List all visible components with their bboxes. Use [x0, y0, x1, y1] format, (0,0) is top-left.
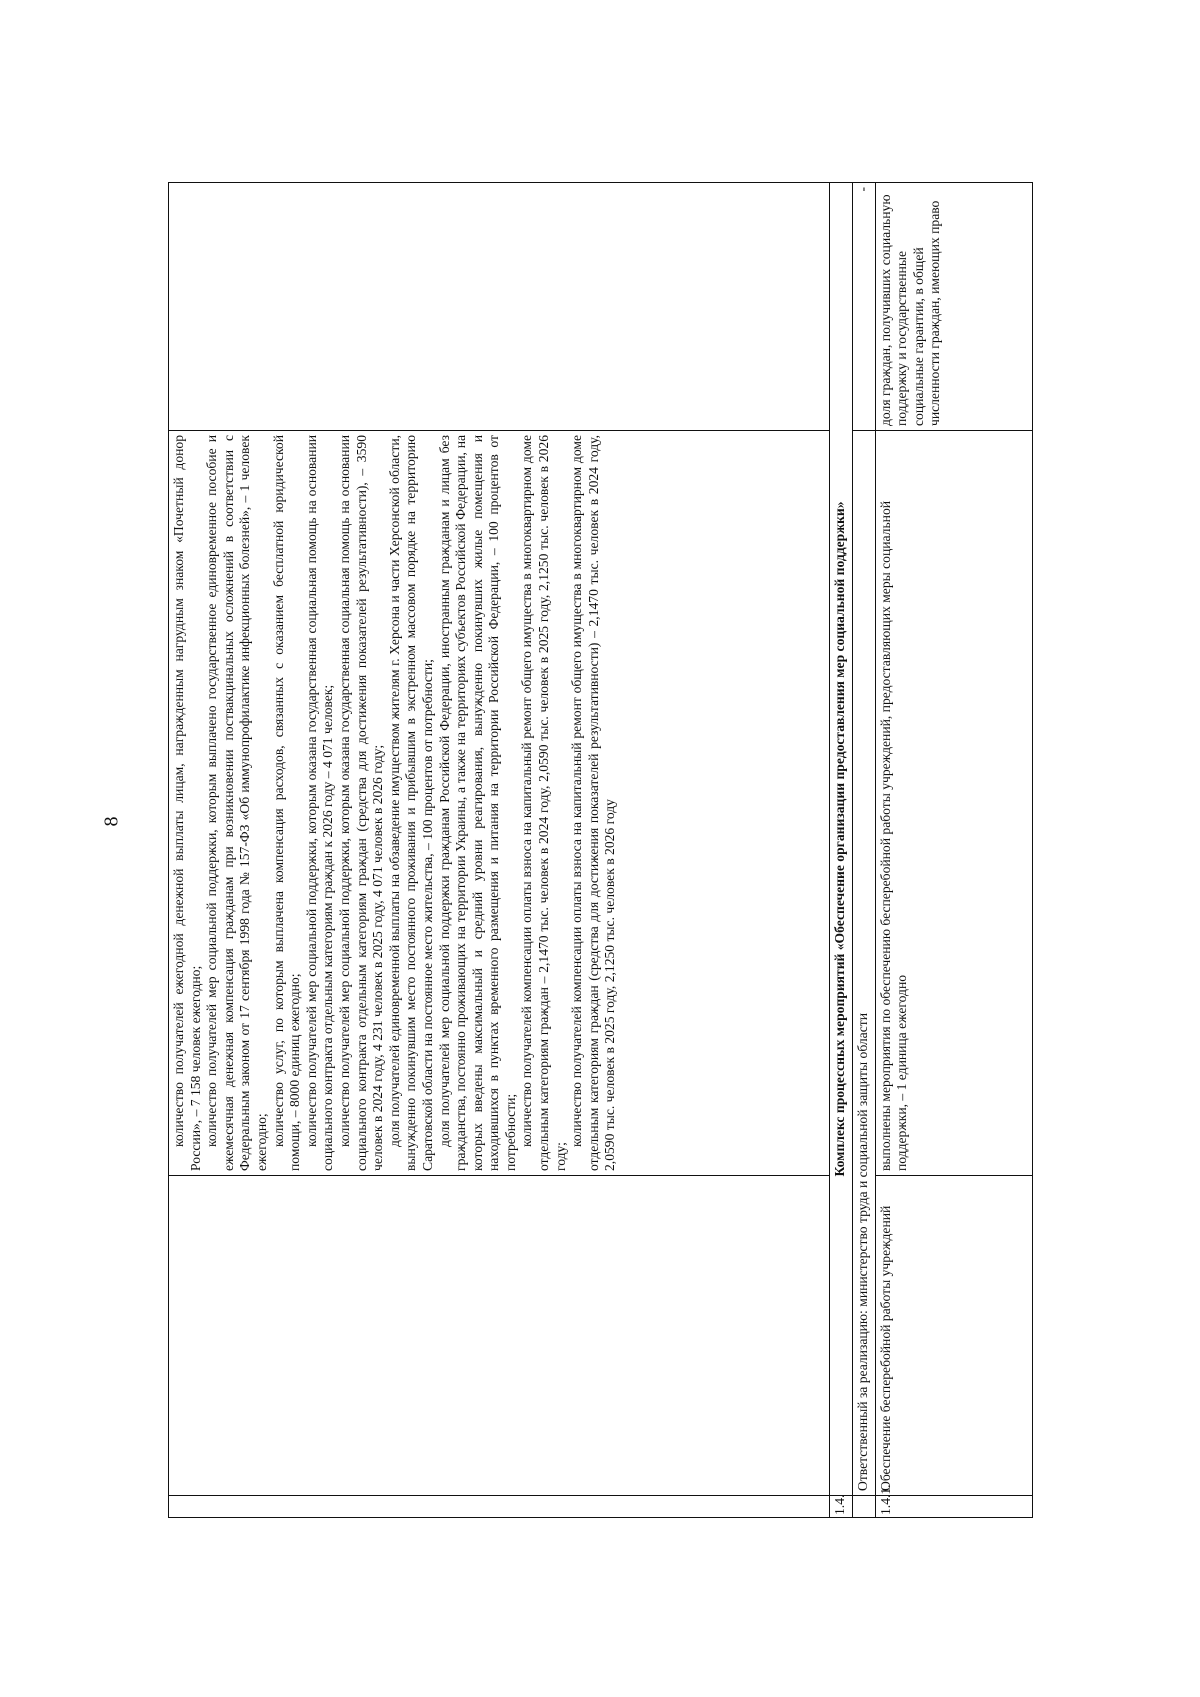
table-row-continuation — [168, 182, 829, 1517]
result-item: количество получателей мер социальной поддержки, которым выплачено государственное единовременное пособие и ежемесячная денежная компенсация гражданам при возникновении поствакцинальных осложнений в соответствии с Федеральным законом от 17 сентября 1998 года № 157-ФЗ «Об иммунопрофилактике инфекционных болезней», – 1 человек ежегодно; — [203, 434, 269, 1171]
result-item: количество получателей компенсации оплаты взноса на капитальный ремонт общего имущества в многоквартирном доме отдельным категориям граждан – 2,1470 тыс. человек в 2024 году, 2,0590 тыс. человек в 2025 году, 2,1250 тыс. человек в 2026 году; — [518, 434, 568, 1171]
cell-results-continuation — [168, 430, 829, 1175]
responsible-text: Ответственный за реализацию: министерство труда и социальной защиты области — [852, 430, 875, 1495]
section-title: Комплекс процессных мероприятий «Обеспечение организации предоставления мер социальной поддержки» — [829, 182, 852, 1495]
table-row-1-4-1 — [875, 182, 1032, 1517]
table-row-responsible — [852, 182, 875, 1517]
row-name-1-4-1: Обеспечение бесперебойной работы учреждений — [875, 1175, 1032, 1495]
row-indicator-1-4-1: доля граждан, получивших социальную поддержку и государственные социальные гарантии, в общей численности граждан, имеющих право — [875, 182, 1032, 430]
result-item: доля получателей единовременной выплаты на обзаведение имуществом жителям г. Херсона и части Херсонской области, вынужденно покинувшим место постоянного проживания и прибывшим в экстренном массовом порядке на территорию Саратовской области на постоянное место жительства, – 100 процентов от потребности; — [386, 434, 435, 1171]
result-item: количество получателей мер социальной поддержки, которым оказана государственная социальная помощь на основании социального контракта отдельным категориям граждан к 2026 году – 4 071 человек; — [303, 434, 335, 1171]
measures-table — [168, 182, 1033, 1518]
table-row-section-header — [829, 182, 852, 1517]
result-item: количество получателей компенсации оплаты взноса на капитальный ремонт общего имущества в многоквартирном доме отдельным категориям граждан (средства для достижения показателей результативности) – 2,1470 тыс. человек в 2024 году, 2,0590 тыс. человек в 2025 году, 2,1250 тыс. человек в 2026 году — [568, 434, 617, 1171]
responsible-num — [852, 1495, 875, 1517]
section-num: 1.4. — [829, 1495, 852, 1517]
result-item: количество получателей мер социальной поддержки, которым оказана государственная социальная помощь на основании социального контракта отдельным категориям граждан (средства для достижения показателей результативности), – 3590 человек в 2024 году, 4 231 человек в 2025 году, 4 071 человек в 2026 году; — [336, 434, 385, 1171]
result-item: количество получателей ежегодной денежной выплаты лицам, награжденным нагрудным знаком «Почетный донор России», – 7 158 человек ежегодно; — [170, 434, 203, 1171]
row-result-1-4-1: выполнены мероприятия по обеспечению бесперебойной работы учреждений, предоставляющих меры социальной поддержки, – 1 единица ежегодно — [875, 430, 1032, 1175]
result-item: доля получателей мер социальной поддержки гражданам Российской Федерации, иностранным гражданам и лицам без гражданства, постоянно проживающих на территории Украины, а также на территориях субъектов Российской Федерации, на которых введены максимальный и средний уровни реагирования, вынужденно покинувших жилые помещения и находившихся в пунктах временного размещения и питания на территории Российской Федерации, – 100 процентов от потребности; — [436, 434, 518, 1171]
cell-num-continuation — [168, 1495, 829, 1517]
responsible-dash: - — [852, 182, 875, 430]
page-number: 8 — [100, 816, 123, 827]
cell-indicator-continuation — [168, 182, 829, 430]
row-num-1-4-1: 1.4.1. — [875, 1495, 1032, 1517]
cell-name-continuation — [168, 1175, 829, 1495]
result-item: количество услуг, по которым выплачена компенсация расходов, связанных с оказанием бесплатной юридической помощи, – 8000 единиц ежегодно; — [270, 434, 302, 1171]
rotated-table-container — [168, 183, 1033, 1518]
